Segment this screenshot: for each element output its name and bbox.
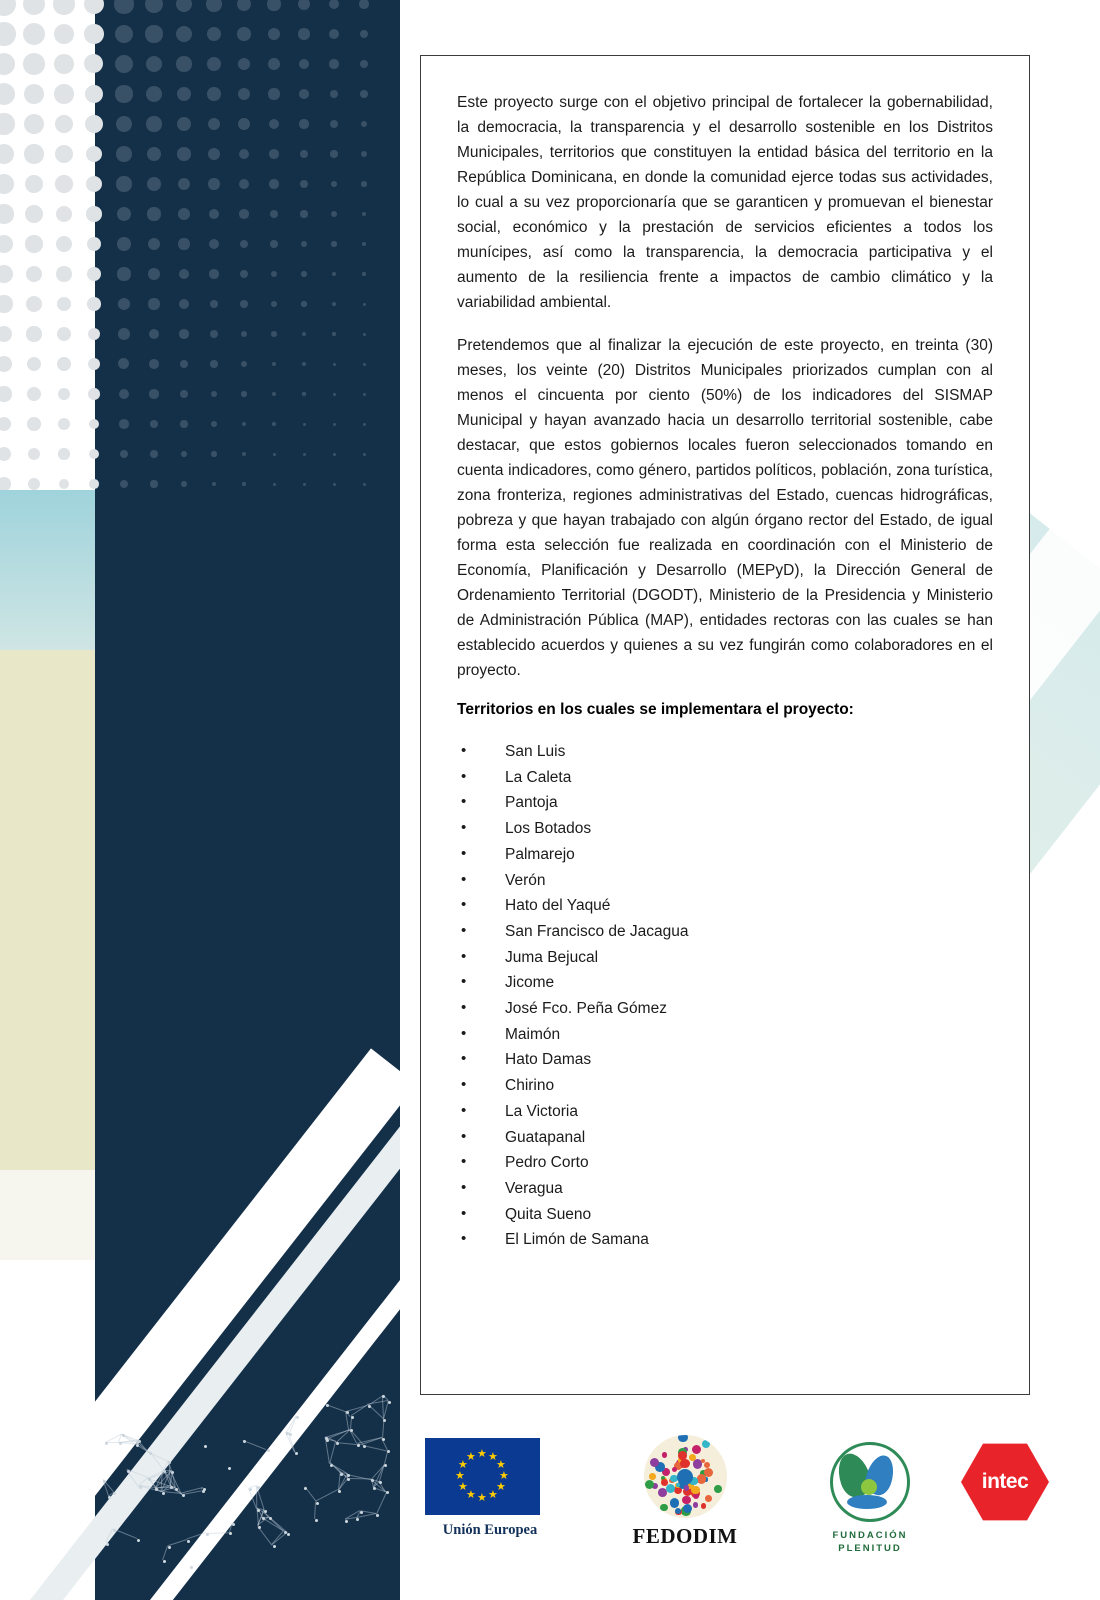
territories-heading: Territorios en los cuales se implementara el proyecto: [457,701,854,718]
eu-star-icon: ★ [477,1448,487,1460]
list-item: • Verón [457,868,993,894]
list-item: • Pantoja [457,790,993,816]
paragraph-1: Este proyecto surge con el objetivo principal de fortalecer la gobernabilidad, la democracia, la transparencia y el desarrollo sostenible en los Distritos Municipales, territorios que constituyen la entidad básica del territorio en la República Dominicana, en donde la comunidad ejerce todas sus actividades, lo cual a su vez proporcionaría que se garanticen y promuevan el bienestar social, económico y la prestación de servicios eficientes a todos los munícipes, así como la transparencia, la democracia participativa y el aumento de la resiliencia frente a impactos de cambio climático y la variabilidad ambiental. [457,94,993,311]
eu-star-icon: ★ [488,1450,498,1463]
list-item: • Pedro Corto [457,1150,993,1176]
list-item: • Hato Damas [457,1047,993,1073]
teal-band [0,490,95,650]
list-item: • La Victoria [457,1099,993,1125]
eu-star-icon: ★ [477,1492,487,1504]
intec-hexagon-icon [961,1442,1049,1522]
list-item: • Maimón [457,1022,993,1048]
eu-star-icon: ★ [499,1470,509,1482]
halftone-dot-pattern [0,0,400,500]
list-item: • Los Botados [457,816,993,842]
list-item: • Guatapanal [457,1125,993,1151]
list-item: • José Fco. Peña Gómez [457,996,993,1022]
plenitud-line2: PLENITUD [838,1543,902,1554]
world-map-dot-network [100,1390,400,1580]
eu-caption: Unión Europea [442,1522,538,1538]
logo-fundacion-plenitud [805,1442,935,1555]
list-item: • Veragua [457,1176,993,1202]
list-item: • Chirino [457,1073,993,1099]
logo-row [420,1430,1040,1570]
list-item: • San Luis [457,739,993,765]
paragraph-2: Pretendemos que al finalizar la ejecución de este proyecto, en treinta (30) meses, los veinte (20) Distritos Municipales priorizados cumplan con al menos el cincuenta por ciento (50%) de los indicadores del SISMAP Municipal y hayan avanzado hacia un desarrollo territorial sostenible, cabe destacar, que estos gobiernos locales fueron seleccionados tomando en cuenta indicadores, como género, partidos políticos, población, zona turística, zona fronteriza, regiones administrativas del Estado, cuencas hidrográficas, pobreza y que hayan trabajado con algún órgano rector del Estado, de igual forma esta selección fue realizada en coordinación con el Ministerio de Economía, Planificación y Desarrollo (MEPyD), la Dirección General de Ordenamiento Territorial (DGODT), Ministerio de la Presidencia y Ministerio de Administración Pública (MAP), entidades rectoras con las cuales se han establecido acuerdos y quienes a su vez fungirán como colaboradores en el proyecto. [457,337,993,679]
eu-star-icon: ★ [455,1470,465,1482]
fedodim-caption: FEDODIM [632,1524,738,1548]
eu-flag-icon [425,1438,540,1515]
list-item: • El Limón de Samana [457,1227,993,1253]
eu-star-icon: ★ [496,1459,506,1471]
list-item: • San Francisco de Jacagua [457,919,993,945]
list-item: • Jicome [457,970,993,996]
list-item: • Hato del Yaqué [457,893,993,919]
eu-star-icon: ★ [466,1489,476,1502]
logo-union-europea [425,1438,555,1539]
cream-band [0,650,95,1170]
fedodim-emblem-icon [644,1435,727,1518]
eu-star-icon: ★ [457,1481,468,1493]
intec-caption: intec [981,1470,1029,1493]
eu-star-icon: ★ [488,1489,498,1502]
plenitud-emblem-icon [830,1442,910,1522]
content-panel [420,55,1030,1395]
eu-star-icon: ★ [466,1450,476,1463]
list-item: • Quita Sueno [457,1202,993,1228]
territories-list [457,739,993,1253]
cream-band-light [0,1170,95,1260]
logo-intec [950,1442,1060,1522]
eu-star-icon: ★ [496,1481,506,1493]
list-item: • La Caleta [457,765,993,791]
plenitud-line1: FUNDACIÓN [832,1530,908,1541]
list-item: • Juma Bejucal [457,945,993,971]
logo-fedodim [600,1435,770,1549]
list-item: • Palmarejo [457,842,993,868]
decorative-left-panel [0,0,400,1600]
eu-star-icon: ★ [457,1459,468,1471]
